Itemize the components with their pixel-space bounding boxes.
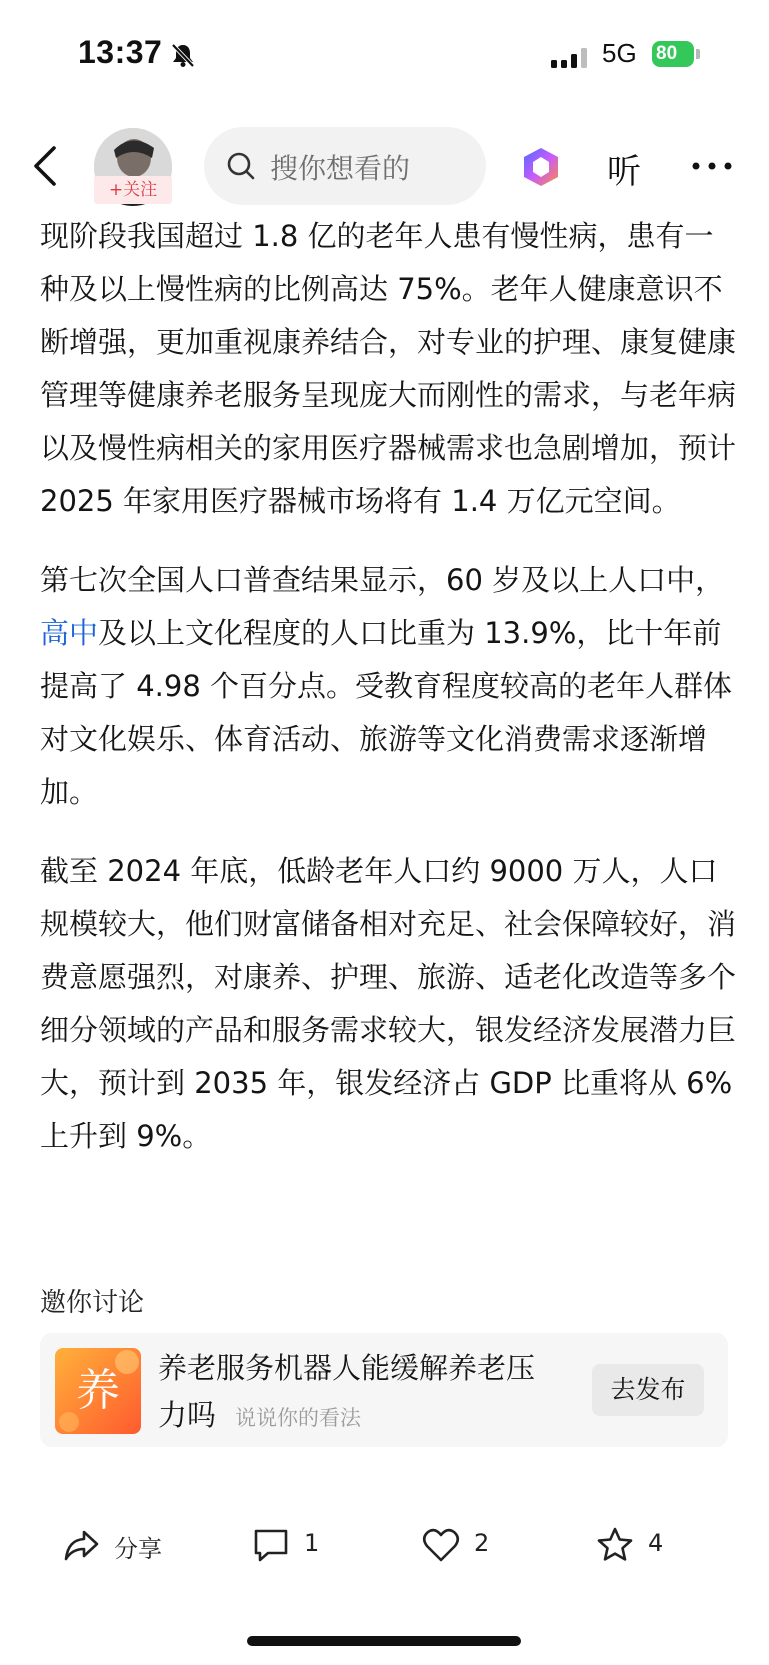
- battery-indicator: 80: [652, 41, 694, 67]
- share-icon: [62, 1526, 100, 1564]
- battery-cap: [696, 49, 700, 59]
- favorite-button[interactable]: [596, 1526, 676, 1566]
- publish-button[interactable]: 去发布: [592, 1364, 704, 1416]
- comment-icon: [252, 1526, 290, 1564]
- search-placeholder: 搜你想看的: [270, 152, 411, 185]
- search-icon: [226, 151, 256, 181]
- keyword-link-highschool[interactable]: 高中: [40, 616, 99, 650]
- topic-hint: 说说你的看法: [235, 1406, 361, 1430]
- share-label: 分享: [114, 1535, 162, 1563]
- article-paragraph-3: 截至 2024 年底，低龄老年人口约 9000 万人，人口规模较大，他们财富储备相对充足、社会保障较好，消费意愿强烈，对康养、护理、旅游、适老化改造等多个细分领域的产品和服务需求较大，银发经济发展潜力巨大，预计到 2035 年，银发经济占 GDP 比重将从 6% 上升到 9%。: [40, 854, 737, 1153]
- paragraph-2-text-b: 及以上文化程度的人口比重为 13.9%，比十年前提高了 4.98 个百分点。受教育程度较高的老年人群体对文化娱乐、体育活动、旅游等文化消费需求逐渐增加。: [40, 616, 733, 809]
- signal-icon: [551, 46, 591, 70]
- topic-thumbnail-char: 养: [76, 1365, 120, 1416]
- heart-icon: [422, 1526, 460, 1564]
- search-bar[interactable]: [204, 127, 486, 205]
- bell-muted-icon: [170, 42, 196, 68]
- article-body: [40, 210, 740, 1189]
- listen-button[interactable]: 听: [607, 152, 641, 192]
- article-paragraph-1: 现阶段我国超过 1.8 亿的老年人患有慢性病，患有一种及以上慢性病的比例高达 75%。老年人健康意识不断增强，更加重视康养结合，对专业的护理、康复健康管理等健康养老服务呈现庞大而刚性的需求，与老年病以及慢性病相关的家用医疗器械需求也急剧增加，预计 2025 年家用医疗器械市场将有 1.4 万亿元空间。: [40, 219, 737, 518]
- favorite-count: 4: [648, 1529, 664, 1557]
- like-count: 2: [474, 1529, 490, 1557]
- like-button[interactable]: [422, 1526, 502, 1566]
- status-time: 13:37: [78, 34, 163, 70]
- discussion-card[interactable]: [40, 1333, 728, 1447]
- ai-assistant-icon[interactable]: [520, 146, 562, 188]
- network-type: 5G: [602, 38, 637, 68]
- back-icon[interactable]: [30, 144, 60, 188]
- topic-title-line-1: 养老服务机器人能缓解养老压: [158, 1351, 536, 1385]
- discussion-title: 邀你讨论: [40, 1288, 145, 1318]
- topic-title-line-2: 力吗: [158, 1398, 217, 1432]
- home-indicator[interactable]: [247, 1636, 521, 1646]
- more-icon[interactable]: [690, 160, 734, 172]
- article-paragraph-2: [40, 554, 740, 819]
- comment-button[interactable]: [252, 1526, 332, 1566]
- paragraph-2-text-a: 第七次全国人口普查结果显示，60 岁及以上人口中，: [40, 563, 725, 597]
- comment-count: 1: [304, 1529, 320, 1557]
- topic-thumbnail: [55, 1348, 141, 1434]
- share-button[interactable]: [62, 1526, 172, 1566]
- star-icon: [596, 1526, 634, 1564]
- follow-button[interactable]: +关注: [94, 176, 172, 204]
